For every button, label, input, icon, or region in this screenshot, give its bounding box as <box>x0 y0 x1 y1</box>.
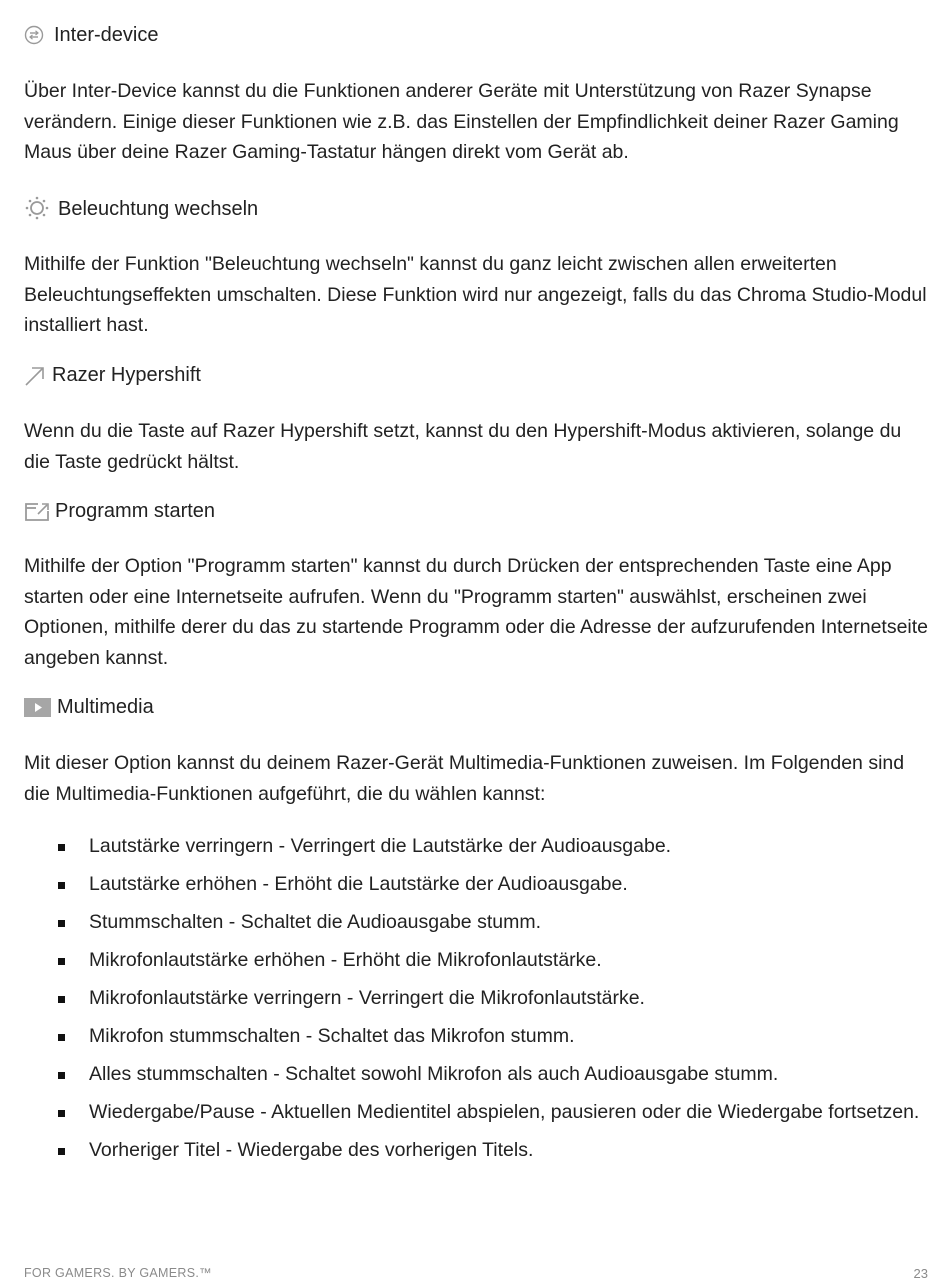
launch-program-icon <box>24 501 50 523</box>
section-body-beleuchtung: Mithilfe der Funktion "Beleuchtung wechseln" kannst du ganz leicht zwischen allen erweiterten Beleuchtungseffekten umschalten. Diese Funktion wird nur angezeigt, falls du das Chroma Studio-Modul installiert hast. <box>24 253 927 336</box>
section-heading-beleuchtung <box>24 196 258 222</box>
bullet-square-icon <box>58 920 65 927</box>
play-icon <box>24 698 52 718</box>
section-body-hypershift: Wenn du die Taste auf Razer Hypershift setzt, kannst du den Hypershift-Modus aktivieren, solange du die Taste gedrückt hältst. <box>24 420 902 473</box>
list-item: Mikrofonlautstärke verringern - Verringert die Mikrofonlautstärke. <box>24 984 930 1014</box>
section-title: Razer Hypershift <box>52 364 201 386</box>
list-item: Alles stummschalten - Schaltet sowohl Mikrofon als auch Audioausgabe stumm. <box>24 1060 930 1090</box>
bullet-square-icon <box>58 1034 65 1041</box>
section-heading-inter-device <box>24 24 159 47</box>
section-body-multimedia: Mit dieser Option kannst du deinem Razer-Gerät Multimedia-Funktionen zuweisen. Im Folgenden sind die Multimedia-Funktionen aufgeführt, die du wählen kannst: <box>24 752 905 805</box>
section-heading-multimedia <box>24 696 154 719</box>
arrow-up-right-icon <box>24 365 46 387</box>
sun-icon <box>24 196 50 222</box>
bullet-square-icon <box>58 958 65 965</box>
list-item: Lautstärke erhöhen - Erhöht die Lautstärke der Audioausgabe. <box>24 870 930 900</box>
section-title: Programm starten <box>55 500 216 522</box>
section-title: Beleuchtung wechseln <box>58 197 259 220</box>
multimedia-function-list <box>24 832 930 1174</box>
section-title: Multimedia <box>57 696 154 718</box>
section-body-programm-starten: Mithilfe der Option "Programm starten" kannst du durch Drücken der entsprechenden Taste eine App starten oder eine Internetseite aufrufen. Wenn du "Programm starten" auswählst, erscheinen zwei Optionen, mithilfe derer du das zu startende Programm oder die Adresse der aufzurufenden Internetseite angeben kannst. <box>24 555 929 669</box>
bullet-square-icon <box>58 1072 65 1079</box>
bullet-square-icon <box>58 882 65 889</box>
bullet-square-icon <box>58 1148 65 1155</box>
list-item: Mikrofonlautstärke erhöhen - Erhöht die Mikrofonlautstärke. <box>24 946 930 976</box>
list-item: Vorheriger Titel - Wiedergabe des vorherigen Titels. <box>24 1136 930 1166</box>
section-body-inter-device: Über Inter-Device kannst du die Funktionen anderer Geräte mit Unterstützung von Razer Synapse verändern. Einige dieser Funktionen wie z.B. das Einstellen der Empfindlichkeit deiner Razer Gaming Maus über deine Razer Gaming-Tastatur hängen direkt vom Gerät ab. <box>24 80 899 163</box>
footer-tagline: FOR GAMERS. BY GAMERS.™ <box>24 1266 212 1280</box>
section-heading-programm-starten <box>24 500 215 523</box>
section-title: Inter-device <box>54 24 159 46</box>
list-item: Stummschalten - Schaltet die Audioausgabe stumm. <box>24 908 930 938</box>
section-heading-hypershift <box>24 364 201 387</box>
page-number: 23 <box>913 1266 928 1281</box>
bullet-square-icon <box>58 844 65 851</box>
inter-device-icon <box>24 25 46 47</box>
bullet-square-icon <box>58 1110 65 1117</box>
list-item: Mikrofon stummschalten - Schaltet das Mikrofon stumm. <box>24 1022 930 1052</box>
bullet-square-icon <box>58 996 65 1003</box>
list-item: Lautstärke verringern - Verringert die Lautstärke der Audioausgabe. <box>24 832 930 862</box>
list-item: Wiedergabe/Pause - Aktuellen Medientitel abspielen, pausieren oder die Wiedergabe fortsetzen. <box>24 1098 930 1128</box>
